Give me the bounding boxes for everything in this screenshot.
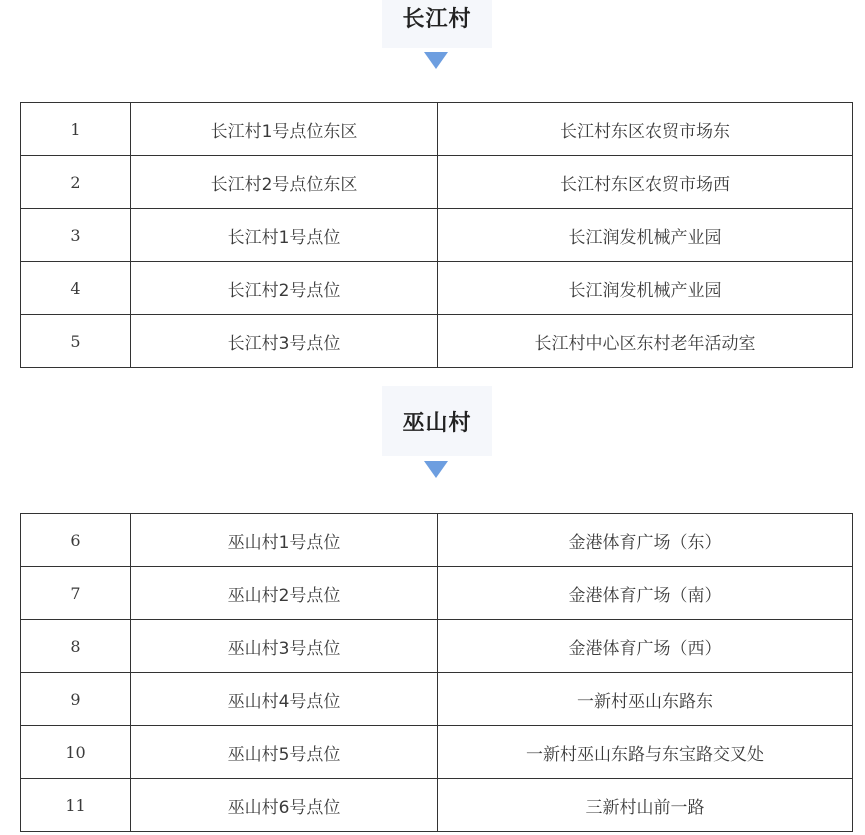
section-title: 巫山村 — [402, 410, 472, 436]
arrow-down-icon — [424, 461, 448, 478]
point-location: 长江润发机械产业园 — [438, 262, 853, 315]
point-name: 长江村1号点位东区 — [131, 103, 438, 156]
point-name: 巫山村3号点位 — [131, 620, 438, 673]
point-location: 长江村东区农贸市场西 — [438, 156, 853, 209]
row-number: 1 — [21, 103, 131, 156]
row-number: 9 — [21, 673, 131, 726]
point-name: 长江村2号点位 — [131, 262, 438, 315]
row-number: 5 — [21, 315, 131, 368]
table-row — [21, 620, 853, 673]
point-name: 巫山村4号点位 — [131, 673, 438, 726]
row-number: 10 — [21, 726, 131, 779]
point-location: 长江润发机械产业园 — [438, 209, 853, 262]
point-name: 巫山村2号点位 — [131, 567, 438, 620]
point-name: 巫山村1号点位 — [131, 514, 438, 567]
row-number: 3 — [21, 209, 131, 262]
table-row — [21, 315, 853, 368]
point-location: 长江村中心区东村老年活动室 — [438, 315, 853, 368]
point-location: 一新村巫山东路东 — [438, 673, 853, 726]
table-row — [21, 567, 853, 620]
section-header-changjiang — [382, 0, 492, 48]
table-row — [21, 673, 853, 726]
row-number: 2 — [21, 156, 131, 209]
point-name: 长江村1号点位 — [131, 209, 438, 262]
section-header-wushan — [382, 386, 492, 456]
point-location: 金港体育广场（东） — [438, 514, 853, 567]
location-table-changjiang — [20, 102, 853, 368]
section-title: 长江村 — [402, 6, 472, 32]
point-location: 金港体育广场（南） — [438, 567, 853, 620]
point-location: 金港体育广场（西） — [438, 620, 853, 673]
table-row — [21, 156, 853, 209]
point-location: 一新村巫山东路与东宝路交叉处 — [438, 726, 853, 779]
row-number: 11 — [21, 779, 131, 832]
table-row — [21, 262, 853, 315]
table-row — [21, 726, 853, 779]
table-row — [21, 779, 853, 832]
row-number: 7 — [21, 567, 131, 620]
arrow-down-icon — [424, 52, 448, 69]
point-name: 巫山村6号点位 — [131, 779, 438, 832]
point-name: 长江村3号点位 — [131, 315, 438, 368]
point-name: 长江村2号点位东区 — [131, 156, 438, 209]
location-table-wushan — [20, 513, 853, 832]
row-number: 6 — [21, 514, 131, 567]
point-location: 三新村山前一路 — [438, 779, 853, 832]
point-name: 巫山村5号点位 — [131, 726, 438, 779]
table-row — [21, 209, 853, 262]
row-number: 4 — [21, 262, 131, 315]
row-number: 8 — [21, 620, 131, 673]
table-row — [21, 103, 853, 156]
point-location: 长江村东区农贸市场东 — [438, 103, 853, 156]
table-row — [21, 514, 853, 567]
